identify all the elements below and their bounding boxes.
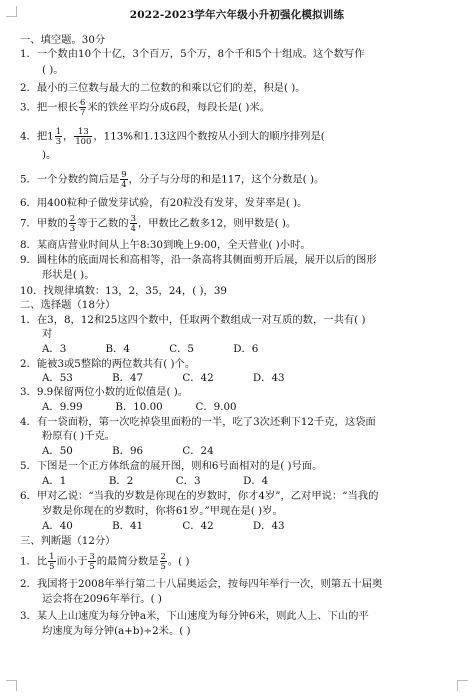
fraction: $\frac{2}{5}$ <box>160 551 166 571</box>
fill-question-7: 7．甲数的 $\frac{2}{3}$ 等于乙数的 $\frac{3}{4}$ ，甲数比乙数多12，则甲数是( )。 <box>20 213 297 233</box>
judge-question-3-cont: 均速度为每分钟(a+b)÷2米。( ) <box>42 625 191 637</box>
fraction: $\frac{2}{3}$ <box>69 213 76 233</box>
fraction: $\frac{13}{100}$ <box>75 126 92 146</box>
fraction: $\frac{1}{5}$ <box>49 551 55 571</box>
choice-question-4: 4．有一袋面粉，第一次吃掉袋里面粉的一半，吃了3次还剩下12千克，这袋面 <box>20 416 376 428</box>
judge-question-2: 2．我国将于2008年举行第二十八届奥运会，按每四年举行一次，则第五十届奥 <box>20 578 383 590</box>
fraction: $\frac{3}{5}$ <box>89 551 95 571</box>
fill-question-4: 4．把1 $\frac{1}{3}$ ， $\frac{13}{100}$ ，113%和1.13这四个数按从小到大的顺序排列是( <box>20 126 325 146</box>
choice-question-6-cont: 岁数是你现在的岁数时，你将61岁。”甲现在是( )岁。 <box>42 505 283 517</box>
choice-question-4-cont: 粉原有( )千克。 <box>42 430 116 442</box>
fill-question-5: 5．一个分数约简后是 $\frac{9}{4}$ ，分子与分母的和是117，这个分数是( )。 <box>20 169 325 189</box>
choice-question-1: 1．在3，8，12和25这四个数中，任取两个数组成一对互质的数，一共有( ) <box>20 314 366 326</box>
section1-header: 一、填空题。30分 <box>20 34 106 46</box>
choice-question-1-cont: 对 <box>42 328 53 340</box>
judge-question-2-cont: 运会将在2096年举行。( ) <box>42 593 162 605</box>
section3-header: 三、判断题（12分） <box>20 535 116 547</box>
choice-question-5: 5．下图是一个正方体纸盒的展开图，则和6号面相对的是( )号面。 <box>20 460 323 472</box>
fill-question-3: 3．把一根长 $\frac{6}{7}$ 米的铁丝平均分成6段，每段长是( )米。 <box>20 97 270 117</box>
fill-question-9: 9．圆柱体的底面周长和高相等，沿一条高将其侧面剪开后展，展开以后的图形 <box>20 254 377 266</box>
choice-question-3: 3．9.9保留两位小数的近似值是( )。 <box>20 386 189 398</box>
choice-question-4-options: A．50 B．96 C．24 <box>42 445 214 457</box>
fraction: $\frac{1}{3}$ <box>55 126 62 146</box>
choice-question-6: 6．甲对乙说：“当我的岁数是你现在的岁数时，你才4岁”，乙对甲说：“当我的 <box>20 490 379 502</box>
choice-question-2-options: A．53 B．47 C．42 D．43 <box>42 372 285 384</box>
choice-question-5-options: A．1 B．2 C．3 D．4 <box>42 475 269 487</box>
crop-mark-bottom-left <box>6 680 17 691</box>
fill-question-10: 10．找规律填数：13，2，35，24，( )，39 <box>20 285 227 297</box>
fill-question-2: 2．最小的三位数与最大的二位数的和乘以它们的差，积是( )。 <box>20 82 306 94</box>
judge-question-3: 3．某人上山速度为每分钟a米，下山速度为每分钟6米，则此人上、下山的平 <box>20 610 369 622</box>
fill-question-6: 6．用400粒种子做发芽试验，有20粒没有发芽，发芽率是( )。 <box>20 197 308 209</box>
section2-header: 二、选择题（18分） <box>20 299 116 311</box>
choice-question-1-options: A．3 B．4 C．5 D．6 <box>42 343 259 355</box>
fill-question-4-blank: )。 <box>42 149 57 161</box>
fill-question-1-blank: ( )。 <box>42 64 64 76</box>
fraction: $\frac{6}{7}$ <box>80 97 86 117</box>
fill-question-1: 1．一个数由10个十亿，3个百万，5个万，8个千和5个十组成。这个数写作 <box>20 48 365 60</box>
crop-mark-bottom-right <box>457 680 468 691</box>
choice-question-2: 2．能被3或5整除的两位数共有( )个。 <box>20 358 196 370</box>
fraction: $\frac{9}{4}$ <box>121 169 127 189</box>
fraction: $\frac{3}{4}$ <box>130 213 136 233</box>
fill-question-9-cont: 形状是( )。 <box>42 269 95 281</box>
fill-question-8: 8．某商店营业时间从上午8:30到晚上9:00，全天营业( )小时。 <box>20 239 311 251</box>
page-title: 2022-2023学年六年级小升初强化模拟训练 <box>129 9 345 21</box>
choice-question-3-options: A．9.99 B．10.00 C．9.00 <box>42 401 237 413</box>
choice-question-6-options: A．40 B．41 C．42 D．43 <box>42 520 285 532</box>
judge-question-1: 1．比 $\frac{1}{5}$ 而小于 $\frac{3}{5}$ 的最简分数是 $\frac{2}{5}$ 。( ) <box>20 551 190 571</box>
